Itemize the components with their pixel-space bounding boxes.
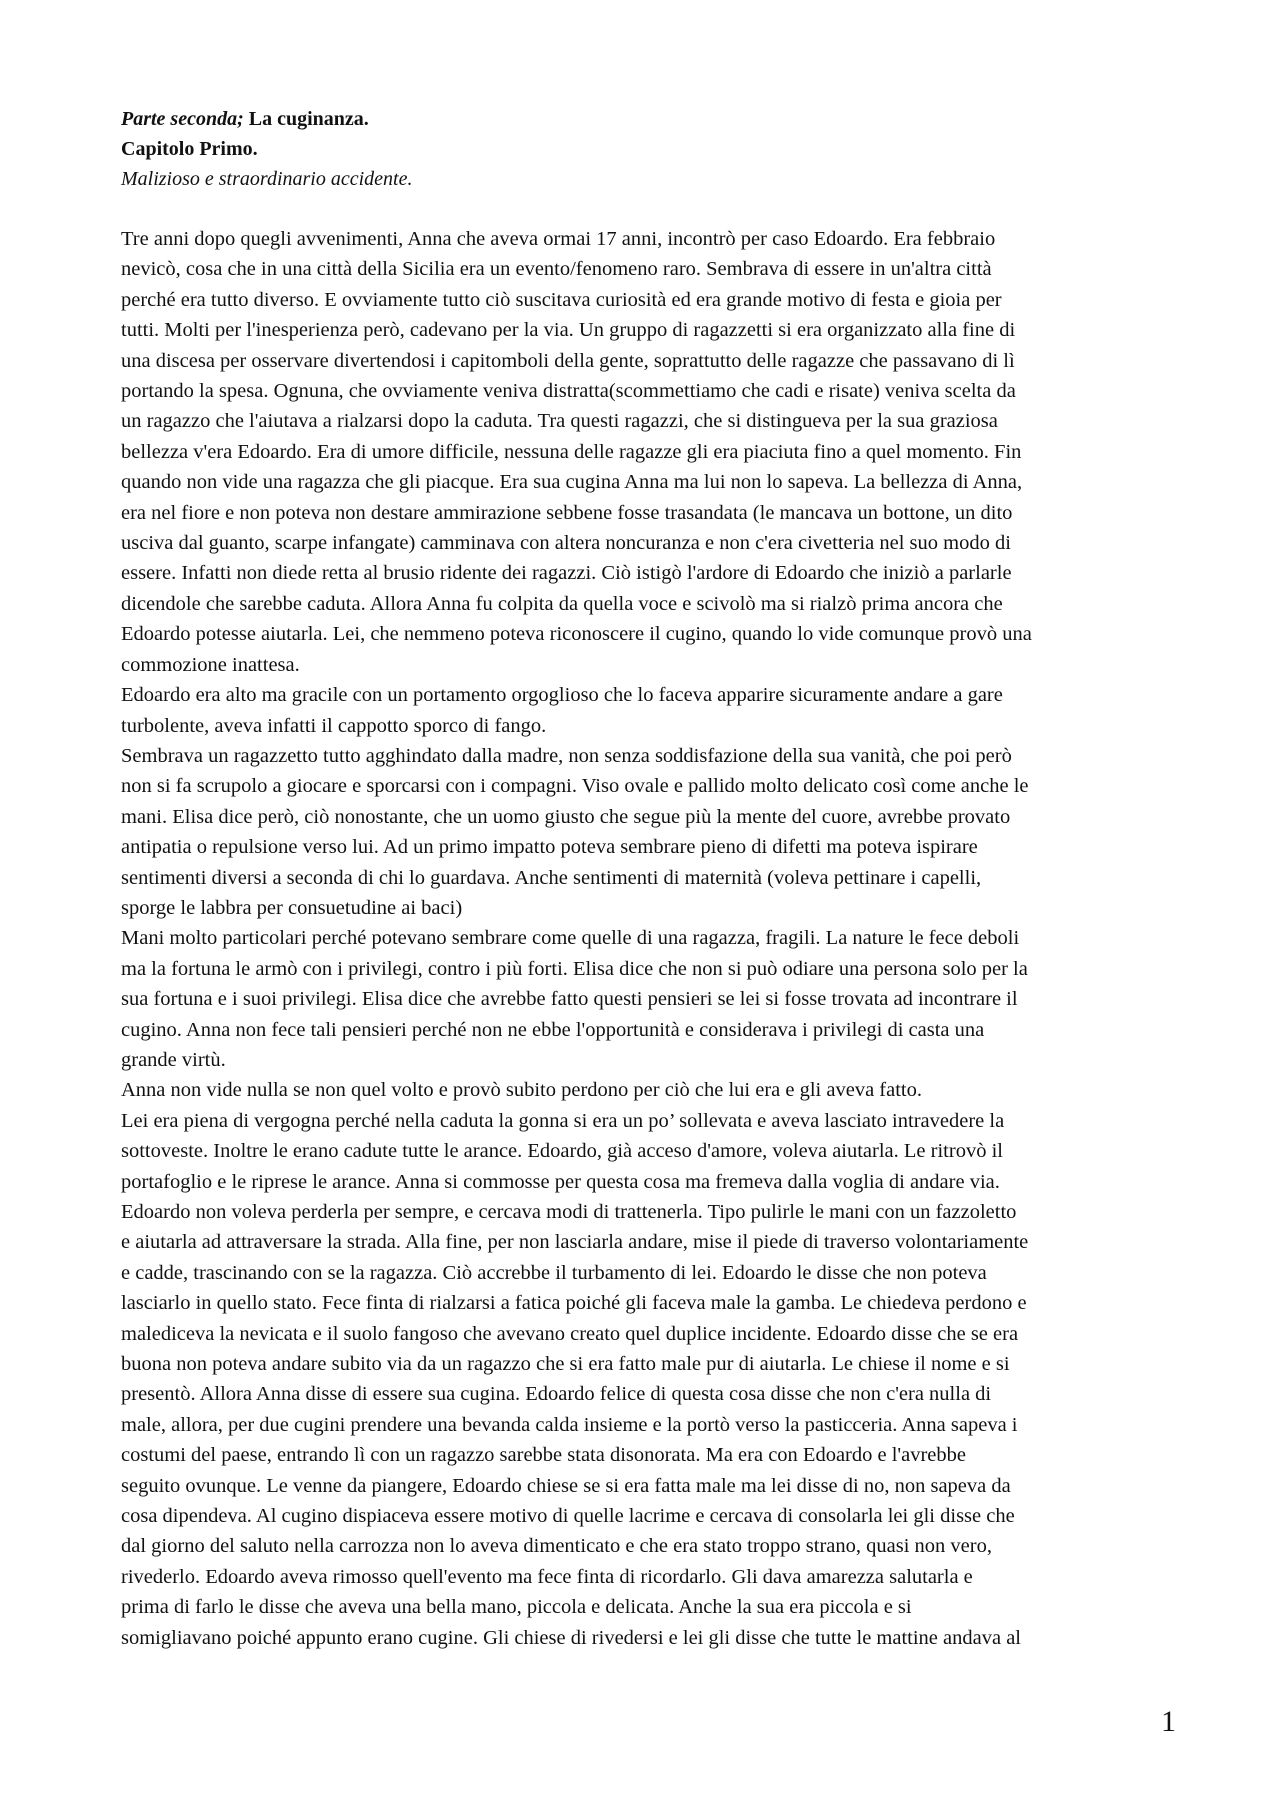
text-line: quando non vide una ragazza che gli piacque. Era sua cugina Anna ma lui non lo sapeva. La bellezza di Anna, (121, 471, 1023, 494)
text-line: Tre anni dopo quegli avvenimenti, Anna che aveva ormai 17 anni, incontrò per caso Edoardo. Era febbraio (121, 228, 996, 250)
text-line: mani. Elisa dice però, ciò nonostante, che un uomo giusto che segue più la mente del cuore, avrebbe provato (121, 805, 1011, 828)
text-line: Anna non vide nulla se non quel volto e provò subito perdono per ciò che lui era e gli aveva fatto. (121, 1079, 922, 1102)
text-line: commozione inattesa. (121, 653, 300, 676)
text-line: essere. Infatti non diede retta al brusio ridente dei ragazzi. Ciò istigò l'ardore di Edoardo che iniziò a parlarle (121, 562, 1012, 585)
text-line: portafoglio e le riprese le arance. Anna si commosse per questa cosa ma fremeva dalla voglia di andare via. (121, 1170, 1000, 1193)
text-line: rivederlo. Edoardo aveva rimosso quell'evento ma fece finta di ricordarlo. Gli dava amarezza salutarla e (121, 1565, 973, 1588)
body-text (121, 224, 1179, 1653)
text-line: presentò. Allora Anna disse di essere sua cugina. Edoardo felice di questa cosa disse che non c'era nulla di (121, 1383, 992, 1406)
text-line: era nel fiore e non poteva non destare ammirazione sebbene fosse trasandata (le mancava un bottone, un dito (121, 501, 1013, 524)
text-line: usciva dal guanto, scarpe infangate) camminava con altera noncuranza e non c'era civetteria nel suo modo di (121, 532, 1011, 555)
text-line: Edoardo potesse aiutarla. Lei, che nemmeno poteva riconoscere il cugino, quando lo vide comunque provò una (121, 623, 1032, 646)
part-label: Parte seconda; (121, 108, 244, 130)
text-line: e cadde, trascinando con se la ragazza. Ciò accrebbe il turbamento di lei. Edoardo le disse che non poteva (121, 1261, 987, 1284)
chapter-subtitle: Malizioso e straordinario accidente. (121, 168, 413, 190)
text-line: Sembrava un ragazzetto tutto agghindato dalla madre, non senza soddisfazione della sua vanità, che poi però (121, 744, 1012, 767)
text-line: cosa dipendeva. Al cugino dispiaceva essere motivo di quelle lacrime e cercava di consolarla lei gli disse che (121, 1505, 1015, 1528)
text-line: lasciarlo in quello stato. Fece finta di rialzarsi a fatica poiché gli faceva male la gamba. Le chiedeva perdono e (121, 1292, 1027, 1315)
text-line: turbolente, aveva infatti il cappotto sporco di fango. (121, 714, 547, 737)
text-line: sporge le labbra per consuetudine ai baci) (121, 896, 463, 919)
text-line: bellezza v'era Edoardo. Era di umore difficile, nessuna delle ragazze gli era piaciuta fino a quel momento. Fin (121, 440, 1022, 463)
text-line: Lei era piena di vergogna perché nella caduta la gonna si era un po’ sollevata e aveva lasciato intravedere la (121, 1109, 1005, 1132)
text-line: prima di farlo le disse che aveva una bella mano, piccola e delicata. Anche la sua era piccola e si (121, 1596, 912, 1619)
text-line: sottoveste. Inoltre le erano cadute tutte le arance. Edoardo, già acceso d'amore, voleva aiutarla. Le ritrovò il (121, 1140, 1003, 1163)
document-page (121, 104, 1179, 1653)
text-line: sua fortuna e i suoi privilegi. Elisa dice che avrebbe fatto questi pensieri se lei si fosse trovata ad incontrare il (121, 988, 1018, 1011)
text-line: sentimenti diversi a seconda di chi lo guardava. Anche sentimenti di maternità (voleva pettinare i capelli, (121, 866, 982, 889)
text-line: Mani molto particolari perché potevano sembrare come quelle di una ragazza, fragili. La nature le fece deboli (121, 927, 1020, 950)
part-title: La cuginanza. (243, 108, 369, 130)
text-line: costumi del paese, entrando lì con un ragazzo sarebbe stata disonorata. Ma era con Edoardo e l'avrebbe (121, 1444, 966, 1467)
text-line: perché era tutto diverso. E ovviamente tutto ciò suscitava curiosità ed era grande motivo di festa e gioia per (121, 288, 1002, 311)
text-line: malediceva la nevicata e il suolo fangoso che avevano creato quel duplice incidente. Edoardo disse che se era (121, 1322, 1019, 1345)
text-line: dicendole che sarebbe caduta. Allora Anna fu colpita da quella voce e scivolò ma si rialzò prima ancora che (121, 592, 1003, 615)
text-line: male, allora, per due cugini prendere una bevanda calda insieme e la portò verso la pasticceria. Anna sapeva i (121, 1413, 1018, 1436)
text-line: antipatia o repulsione verso lui. Ad un primo impatto poteva sembrare pieno di difetti ma poteva ispirare (121, 836, 978, 859)
text-line: un ragazzo che l'aiutava a rialzarsi dopo la caduta. Tra questi ragazzi, che si distingueva per la sua graziosa (121, 410, 998, 433)
text-line: buona non poteva andare subito via da un ragazzo che si era fatto male pur di aiutarla. Le chiese il nome e si (121, 1353, 1010, 1376)
text-line: e aiutarla ad attraversare la strada. Alla fine, per non lasciarla andare, mise il piede di traverso volontariamente (121, 1231, 1029, 1254)
text-line: portando la spesa. Ognuna, che ovviamente veniva distratta(scommettiamo che cadi e risate) veniva scelta da (121, 380, 1016, 403)
text-line: dal giorno del saluto nella carrozza non lo aveva dimenticato e che era stato troppo strano, quasi non vero, (121, 1535, 992, 1558)
text-line: non si fa scrupolo a giocare e sporcarsi con i compagni. Viso ovale e pallido molto delicato così come anche le (121, 775, 1029, 798)
text-line: tutti. Molti per l'inesperienza però, cadevano per la via. Un gruppo di ragazzetti si era organizzato alla fine di (121, 319, 1016, 342)
text-line: cugino. Anna non fece tali pensieri perché non ne ebbe l'opportunità e considerava i privilegi di casta una (121, 1018, 985, 1041)
part-heading (121, 104, 1179, 134)
chapter-heading (121, 134, 1179, 164)
text-line: grande virtù. (121, 1048, 226, 1071)
text-line: ma la fortuna le armò con i privilegi, contro i più forti. Elisa dice che non si può odiare una persona solo per la (121, 957, 1028, 980)
text-line: Edoardo era alto ma gracile con un portamento orgoglioso che lo faceva apparire sicuramente andare a gare (121, 684, 1003, 707)
page-number: 1 (1161, 1705, 1176, 1738)
text-line: una discesa per osservare divertendosi i capitomboli della gente, soprattutto delle ragazze che passavano di lì (121, 349, 1015, 372)
text-line: seguito ovunque. Le venne da piangere, Edoardo chiese se si era fatta male ma lei disse di no, non sapeva da (121, 1474, 1011, 1497)
text-line: somigliavano poiché appunto erano cugine. Gli chiese di rivedersi e lei gli disse che tutte le mattine andava al (121, 1626, 1021, 1649)
text-line: nevicò, cosa che in una città della Sicilia era un evento/fenomeno raro. Sembrava di essere in un'altra città (121, 258, 992, 281)
chapter-title: Capitolo Primo. (121, 138, 258, 160)
text-line: Edoardo non voleva perderla per sempre, e cercava modi di trattenerla. Tipo pulirle le mani con un fazzoletto (121, 1201, 1017, 1223)
